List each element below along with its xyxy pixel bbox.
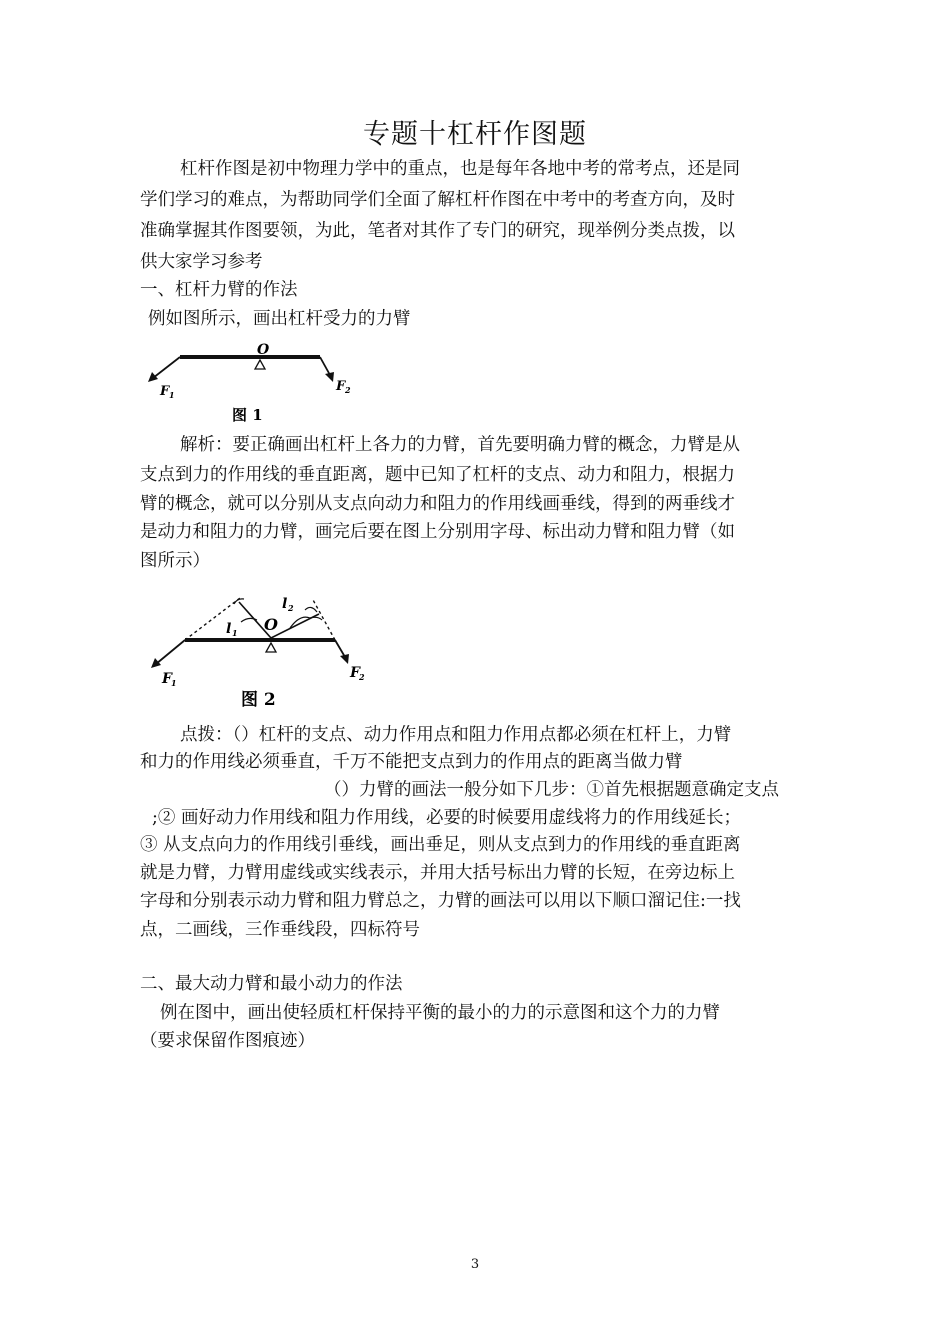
pivot-label: O [257,342,270,358]
section1-example: 例如图所示，画出杠杆受力的力臂 [148,309,411,329]
arm-l1-subscript: 1 [232,628,238,638]
pivot-label: O [264,615,278,634]
intro-line: 杠杆作图是初中物理力学中的重点，也是每年各地中考的常考点，还是同 [180,159,740,179]
arm-l2-label: l [282,596,288,612]
tips-line: ;② 画好动力作用线和阻力作用线，必要的时候要用虚线将力的作用线延长； [152,808,741,828]
force-f1-label: F [160,384,170,399]
section2-example: （要求保留作图痕迹） [140,1031,315,1051]
force-f2-subscript: 2 [359,672,365,682]
section2-heading: 二、最大动力臂和最小动力的作法 [140,974,403,994]
figure-2-caption: 图 2 [241,690,276,710]
intro-line: 准确掌握其作图要领，为此，笔者对其作了专门的研究，现举例分类点拨，以 [140,221,735,241]
force-f1-subscript: 1 [169,390,175,400]
intro-line: 供大家学习参考 [140,252,263,272]
page-title: 专题十杠杆作图题 [363,119,587,150]
analysis-line: 图所示） [140,551,210,571]
intro-line: 学们学习的难点，为帮助同学们全面了解杠杆作图在中考中的考查方向，及时 [140,190,735,210]
section2-example: 例在图中，画出使轻质杠杆保持平衡的最小的力的示意图和这个力的力臂 [160,1003,720,1023]
page-number: 3 [470,1257,480,1272]
tips-line: 和力的作用线必须垂直，千万不能把支点到力的作用点的距离当做力臂 [140,752,683,772]
arm-l2-subscript: 2 [288,603,294,613]
tips-line: 点拨：（）杠杆的支点、动力作用点和阻力作用点都必须在杠杆上，力臂 [180,725,732,745]
analysis-line: 支点到力的作用线的垂直距离，题中已知了杠杆的支点、动力和阻力，根据力 [140,465,735,485]
force-f2-subscript: 2 [345,385,351,395]
force-f1-label: F [162,671,172,687]
tips-line: 点，二画线，三作垂线段，四标符号 [140,920,420,940]
tips-line: 就是力臂，力臂用虚线或实线表示，并用大括号标出力臂的长短，在旁边标上 [140,863,735,883]
force-f2-label: F [350,665,360,681]
analysis-line: 解析：要正确画出杠杆上各力的力臂，首先要明确力臂的概念，力臂是从 [180,435,740,455]
section1-heading: 一、杠杆力臂的作法 [140,280,298,300]
analysis-line: 臂的概念，就可以分别从支点向动力和阻力的作用线画垂线，得到的两垂线才 [140,494,735,514]
arm-l1-label: l [226,621,232,637]
analysis-line: 是动力和阻力的力臂，画完后要在图上分别用字母、标出动力臂和阻力臂（如 [140,522,735,542]
tips-line: （）力臂的画法一般分如下几步：①首先根据题意确定支点 [324,780,779,800]
force-f1-subscript: 1 [171,678,177,688]
figure-2-lever-arm-diagram [140,580,380,712]
tips-line: ③ 从支点向力的作用线引垂线，画出垂足，则从支点到力的作用线的垂直距离 [140,835,741,855]
figure-1-caption: 图 1 [232,406,263,424]
figure-1-lever-diagram [140,338,370,428]
force-f2-label: F [336,379,346,394]
tips-line: 字母和分别表示动力臂和阻力臂总之，力臂的画法可以用以下顺口溜记住:一找 [140,891,741,911]
